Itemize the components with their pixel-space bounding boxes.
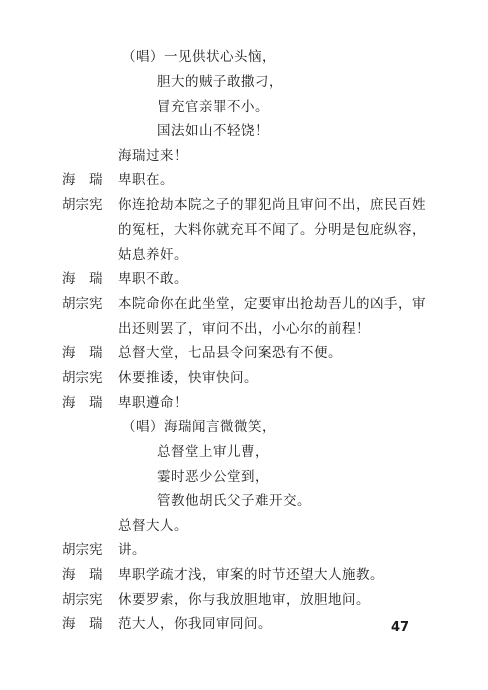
speaker-name: 海 瑞 (62, 616, 103, 632)
dialogue-line: 的冤枉，大料你就充耳不闻了。分明是包庇纵容， (118, 222, 426, 238)
dialogue-line: 卑职学疏才浅，审案的时节还望大人施教。 (118, 567, 384, 583)
dialogue-line: 姑息养奸。 (118, 247, 188, 263)
speaker-name: 海 瑞 (62, 567, 103, 583)
dialogue-line: 讲。 (118, 542, 146, 558)
page-number: 47 (391, 620, 410, 635)
speaker-name: 胡宗宪 (62, 542, 103, 558)
dialogue-line: 出还则罢了，审问不出，小心尔的前程！ (118, 321, 370, 337)
speaker-name: 胡宗宪 (62, 592, 103, 608)
dialogue-line: 你连抢劫本院之子的罪犯尚且审问不出，庶民百姓 (118, 197, 426, 213)
dialogue-line: 海瑞过来！ (118, 148, 188, 164)
sung-line: 国法如山不轻饶！ (157, 123, 269, 139)
sung-line: 胆大的贼子敢撒刁， (157, 74, 283, 90)
sung-line: 冒充官亲罪不小。 (157, 99, 269, 115)
dialogue-line: 本院命你在此坐堂，定要审出抢劫吾儿的凶手，审 (118, 296, 426, 312)
sung-line: （唱）一见供状心头恼， (122, 49, 276, 65)
speaker-name: 海 瑞 (62, 271, 103, 287)
speaker-name: 胡宗宪 (62, 296, 103, 312)
speaker-name: 海 瑞 (62, 172, 103, 188)
sung-line: （唱）海瑞闻言微微笑， (122, 419, 276, 435)
sung-line: 霎时恶少公堂到， (157, 469, 269, 485)
dialogue-line: 卑职不敢。 (118, 271, 188, 287)
dialogue-line: 休要推诿，快审快问。 (118, 370, 258, 386)
dialogue-line: 总督大人。 (118, 518, 188, 534)
speaker-name: 胡宗宪 (62, 370, 103, 386)
dialogue-line: 范大人，你我同审同问。 (118, 616, 272, 632)
dialogue-line: 卑职在。 (118, 172, 174, 188)
sung-line: 管教他胡氏父子难开交。 (157, 493, 311, 509)
dialogue-line: 总督大堂，七品县令问案恐有不便。 (118, 345, 342, 361)
dialogue-line: 休要罗索，你与我放胆地审，放胆地问。 (118, 592, 370, 608)
speaker-name: 胡宗宪 (62, 197, 103, 213)
speaker-name: 海 瑞 (62, 395, 103, 411)
speaker-name: 海 瑞 (62, 345, 103, 361)
sung-line: 总督堂上审儿曹， (157, 444, 269, 460)
dialogue-line: 卑职遵命！ (118, 395, 188, 411)
